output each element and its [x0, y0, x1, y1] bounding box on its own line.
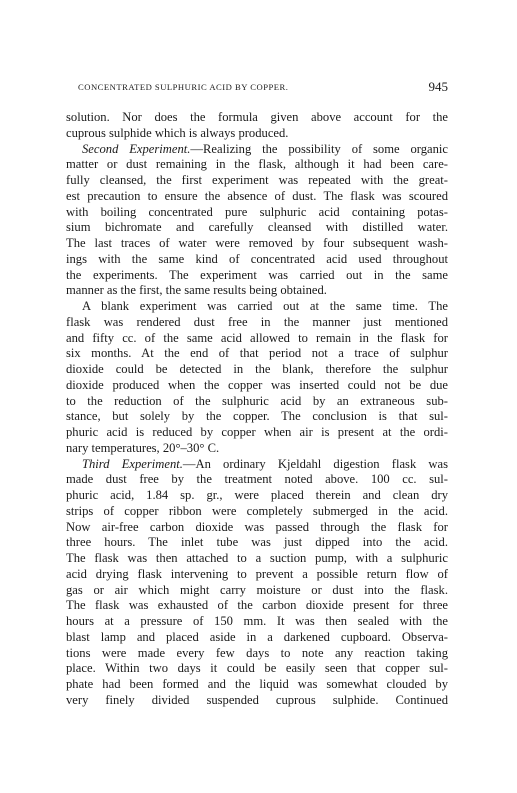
text-line: matter or dust remaining in the flask, although it had been care-	[66, 157, 448, 172]
text-line: nary temperatures, 20°–30° C.	[66, 440, 220, 455]
text-line: the experiments. The experiment was carried out in the same	[66, 267, 448, 282]
text-line: phate had been formed and the liquid was somewhat clouded by	[66, 677, 448, 691]
section-heading-third-experiment: Third Experiment.	[82, 456, 183, 471]
text-line: dioxide produced when the copper was inserted could not be due	[66, 377, 448, 392]
text-line: very finely divided suspended cuprous sulphide. Continued	[66, 692, 448, 707]
text-line: hours at a pressure of 150 mm. It was then sealed with the	[66, 614, 448, 628]
section-heading-line	[66, 457, 448, 473]
text-line: cuprous sulphide which is always produced.	[66, 125, 289, 140]
text-line: acid drying flask intervening to prevent a possible return flow of	[66, 566, 448, 581]
page-header	[66, 80, 448, 98]
text-line: The last traces of water were removed by four subsequent wash-	[66, 236, 448, 250]
text-line-fragment: —Realizing the possibility of some organic	[190, 141, 448, 156]
text-line: The flask was exhausted of the carbon dioxide present for three	[66, 598, 448, 613]
text-line: gas or air which might carry moisture or dust into the flask.	[66, 582, 448, 597]
text-line: made dust free by the treatment noted above. 100 cc. sul-	[66, 472, 448, 487]
text-line-fragment: —An ordinary Kjeldahl digestion flask was	[182, 456, 448, 471]
text-line: strips of copper ribbon were completely submerged in the acid.	[66, 503, 448, 518]
text-line: three hours. The inlet tube was just dipped into the acid.	[66, 535, 448, 550]
text-line: blast lamp and placed aside in a darkened cupboard. Observa-	[66, 629, 448, 644]
text-line: flask was rendered dust free in the manner just mentioned	[66, 314, 448, 329]
text-line: dioxide could be detected in the blank, therefore the sulphur	[66, 362, 448, 376]
text-line: six months. At the end of that period not a trace of sulphur	[66, 346, 448, 361]
text-line: A blank experiment was carried out at the same time. The	[82, 299, 448, 313]
text-line: phuric acid, 1.84 sp. gr., were placed therein and clean dry	[66, 488, 448, 502]
text-line: fully cleansed, the first experiment was repeated with the great-	[66, 173, 448, 187]
text-line: Now air-free carbon dioxide was passed through the flask for	[66, 519, 448, 534]
text-line: ings with the same kind of concentrated acid used throughout	[66, 251, 448, 266]
text-line: place. Within two days it could be easily seen that copper sul-	[66, 661, 448, 676]
section-heading-second-experiment: Second Experiment.	[82, 141, 191, 156]
text-line: The flask was then attached to a suction pump, with a sulphuric	[66, 551, 448, 565]
text-line: and fifty cc. of the same acid allowed to remain in the flask for	[66, 330, 448, 345]
running-head: CONCENTRATED SULPHURIC ACID BY COPPER.	[78, 82, 289, 92]
section-heading-line	[66, 142, 448, 158]
text-line: sium bichromate and carefully cleansed with distilled water.	[66, 220, 448, 235]
text-line: manner as the first, the same results being obtained.	[66, 283, 327, 298]
text-line: solution. Nor does the formula given above account for the	[66, 110, 448, 124]
text-line: phuric acid is reduced by copper when air is present at the ordi-	[66, 425, 448, 439]
text-line: tions were made every few days to note any reaction taking	[66, 645, 448, 660]
text-line: with boiling concentrated pure sulphuric acid containing potas-	[66, 204, 448, 219]
body-text	[66, 110, 448, 709]
text-line: est precaution to ensure the absence of dust. The flask was scoured	[66, 188, 448, 203]
text-line: stance, but solely by the copper. The conclusion is that sul-	[66, 409, 448, 424]
text-line: to the reduction of the sulphuric acid by an extraneous sub-	[66, 393, 448, 408]
page-number: 945	[428, 79, 448, 94]
